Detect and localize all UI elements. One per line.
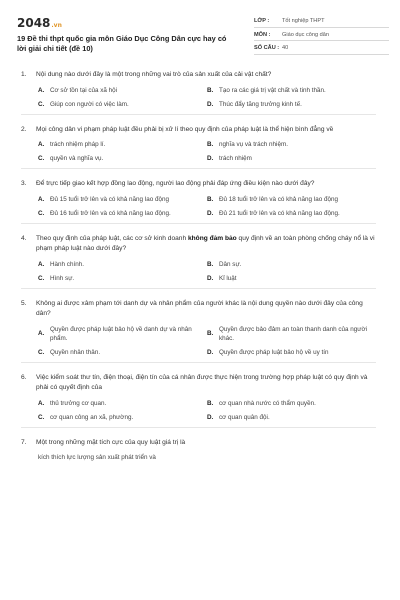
option-key: A. [38, 86, 45, 94]
meta-row-count [254, 44, 389, 55]
meta-value[interactable]: Tốt nghiệp THPT [282, 18, 325, 24]
question-text-part: Theo quy định của pháp luật, các cơ sở kinh doanh [36, 234, 188, 242]
option-row [38, 413, 376, 422]
answer-options [21, 195, 376, 218]
question-number: 1. [21, 71, 27, 78]
option-partial[interactable] [38, 453, 376, 462]
option-row [38, 399, 376, 408]
option-key: D. [207, 413, 214, 421]
option-key: C. [38, 348, 45, 356]
option-a[interactable] [38, 86, 207, 95]
exam-meta [254, 17, 389, 58]
answer-options [21, 453, 376, 462]
divider [21, 362, 376, 363]
option-d[interactable] [207, 100, 376, 109]
question-5 [21, 299, 376, 363]
option-key: D. [207, 274, 214, 282]
logo-suffix: .vn [51, 22, 62, 29]
answer-options [21, 260, 376, 283]
option-row [38, 100, 376, 109]
option-text: trách nhiệm pháp lí. [50, 141, 106, 148]
question-stem [21, 179, 376, 190]
divider [21, 223, 376, 224]
option-row [38, 274, 376, 283]
option-text: nghĩa vụ và trách nhiệm. [219, 141, 288, 148]
question-6 [21, 373, 376, 428]
question-2 [21, 125, 376, 170]
option-row [38, 209, 376, 218]
option-key: C. [38, 413, 45, 421]
option-text: Giúp con người có việc làm. [50, 100, 129, 108]
question-list [0, 70, 400, 462]
option-key: D. [207, 348, 214, 356]
option-c[interactable] [38, 413, 207, 422]
answer-options [21, 86, 376, 109]
option-text: Tạo ra các giá trị vật chất và tinh thần. [219, 86, 326, 94]
meta-key: SỐ CÂU : [254, 45, 280, 51]
option-key: C. [38, 155, 45, 162]
question-number: 5. [21, 299, 27, 307]
question-number: 4. [21, 234, 27, 242]
option-c[interactable] [38, 348, 207, 357]
question-text: Không ai được xâm phạm tới danh dự và nhân phẩm của người khác là nội dung quyền nào dưới đây của công dân? [36, 299, 363, 317]
question-text-part: quy định về an toàn phòng chống cháy nổ là vi phạm pháp luật nào dưới đây? [36, 234, 375, 252]
option-text: Quyền được bảo đảm an toàn thanh danh của người khác. [219, 325, 367, 342]
option-row [38, 325, 376, 343]
option-key: B. [207, 195, 214, 203]
option-d[interactable] [207, 274, 376, 283]
logo-text: 2048 [17, 16, 51, 30]
option-text: Quyền nhân thân. [50, 348, 101, 356]
option-text: kích thích lực lượng sản xuất phát triển và [38, 454, 156, 461]
question-text: Để trực tiếp giao kết hợp đồng lao động, người lao động phải đáp ứng điều kiện nào dưới đây? [36, 180, 315, 187]
option-text: Kỉ luật [219, 274, 237, 282]
option-text: Đủ 15 tuổi trở lên và có khả năng lao động [50, 195, 169, 203]
option-text: trách nhiệm [219, 155, 252, 162]
option-key: C. [38, 274, 45, 282]
option-row [38, 453, 376, 462]
option-d[interactable] [207, 209, 376, 218]
question-stem [21, 125, 376, 136]
question-stem [21, 299, 376, 320]
option-text: Hình sự. [50, 274, 75, 282]
option-text: cơ quan nhà nước có thẩm quyền. [219, 399, 316, 407]
option-key: C. [38, 209, 45, 217]
question-3 [21, 179, 376, 224]
option-text: Cơ sở tồn tại của xã hội [50, 86, 118, 94]
meta-value[interactable]: Giáo dục công dân [282, 31, 329, 38]
option-b[interactable] [207, 399, 376, 408]
option-key: B. [207, 330, 214, 337]
option-key: A. [38, 141, 45, 148]
option-a[interactable] [38, 325, 207, 343]
option-key: B. [207, 399, 214, 407]
option-key: A. [38, 399, 45, 407]
option-key: A. [38, 195, 45, 203]
option-row [38, 260, 376, 269]
option-key: A. [38, 260, 45, 268]
option-key: B. [207, 86, 214, 94]
meta-value: 40 [282, 45, 289, 51]
option-d[interactable] [207, 154, 376, 163]
option-text: cơ quan quân đội. [219, 413, 270, 421]
divider [21, 168, 376, 169]
option-key: B. [207, 141, 214, 148]
option-c[interactable] [38, 154, 207, 163]
option-d[interactable] [207, 413, 376, 422]
question-1 [21, 70, 376, 115]
meta-row-grade [254, 17, 389, 28]
option-text: quyền và nghĩa vụ. [50, 155, 104, 162]
option-row [38, 154, 376, 163]
option-b[interactable] [207, 140, 376, 149]
option-b[interactable] [207, 86, 376, 95]
option-a[interactable] [38, 399, 207, 408]
question-stem [21, 70, 376, 81]
question-emphasis: không đảm bảo [187, 234, 237, 242]
question-stem [21, 234, 376, 255]
question-text: Việc kiểm soát thư tín, điện thoại, điện tín của cá nhân được thực hiện trong trường hợp pháp luật có quy định và phải có quyết định của [36, 373, 368, 391]
question-number: 3. [21, 180, 27, 187]
option-row [38, 86, 376, 95]
option-text: Đủ 16 tuổi trở lên và có khả năng lao động. [50, 209, 171, 217]
option-c[interactable] [38, 100, 207, 109]
option-key: D. [207, 209, 214, 217]
option-b[interactable] [207, 325, 376, 343]
option-a[interactable] [38, 195, 207, 204]
option-text: thủ trưởng cơ quan. [50, 399, 107, 407]
question-stem [21, 438, 376, 449]
option-text: Dân sự. [219, 260, 242, 268]
option-key: D. [207, 100, 214, 108]
question-number: 7. [21, 438, 27, 446]
option-text: Đủ 21 tuổi trở lên và có khả năng lao động. [219, 209, 340, 217]
question-number: 2. [21, 125, 27, 133]
answer-options [21, 399, 376, 422]
question-4 [21, 234, 376, 289]
option-text: cơ quan công an xã, phường. [50, 413, 134, 421]
question-stem [21, 373, 376, 394]
option-a[interactable] [38, 140, 207, 149]
option-b[interactable] [207, 195, 376, 204]
option-c[interactable] [38, 209, 207, 218]
meta-key: LỚP : [254, 18, 270, 24]
option-d[interactable] [207, 348, 376, 357]
option-c[interactable] [38, 274, 207, 283]
meta-key: MÔN : [254, 31, 271, 38]
option-text: Đủ 18 tuổi trở lên và có khả năng lao động [219, 195, 338, 203]
option-a[interactable] [38, 260, 207, 269]
exam-title: 19 Đề thi thpt quốc gia môn Giáo Dục Công Dân cực hay có lời giải chi tiết (đề 10) [17, 34, 227, 53]
answer-options [21, 325, 376, 357]
option-key: A. [38, 330, 45, 337]
divider [21, 427, 376, 428]
option-text: Thúc đẩy tăng trưởng kinh tế. [219, 100, 302, 108]
question-text: Nội dung nào dưới đây là một trong những vai trò của sản xuất của cải vật chất? [36, 71, 272, 78]
question-text: Một trong những mặt tích cực của quy luật giá trị là [36, 438, 186, 446]
option-key: C. [38, 100, 45, 108]
option-b[interactable] [207, 260, 376, 269]
option-key: B. [207, 260, 214, 268]
answer-options [21, 140, 376, 163]
option-text: Quyền được pháp luật bảo hộ về uy tín [219, 348, 329, 356]
divider [21, 288, 376, 289]
option-text: Hành chính. [50, 260, 84, 268]
option-key: D. [207, 155, 214, 162]
option-row [38, 348, 376, 357]
question-7 [21, 438, 376, 463]
divider [21, 114, 376, 115]
question-text: Mọi công dân vi phạm pháp luật đều phải bị xử lí theo quy định của pháp luật là thể hiện bình đẳng về [36, 125, 334, 133]
meta-row-subject [254, 31, 389, 42]
option-row [38, 195, 376, 204]
question-number: 6. [21, 373, 27, 381]
page-header [0, 0, 400, 60]
option-row [38, 140, 376, 149]
option-text: Quyền được pháp luật bảo hộ về danh dự và nhân phẩm. [50, 325, 192, 342]
